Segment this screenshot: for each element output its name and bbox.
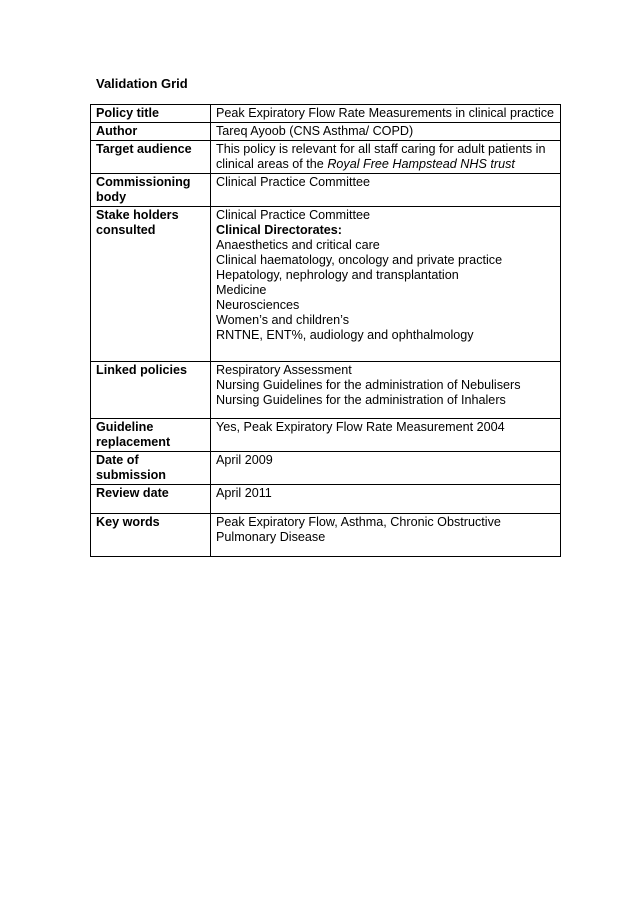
policy-title-label: Policy title [91, 105, 211, 123]
commissioning-body-label: Commissioning body [91, 174, 211, 207]
guideline-replacement-value: Yes, Peak Expiratory Flow Rate Measurement 2004 [211, 419, 561, 452]
table-row-key-words [91, 514, 561, 557]
stake-holders-label: Stake holders consulted [91, 207, 211, 362]
table-row-date-of-submission [91, 452, 561, 485]
validation-grid-table [90, 104, 561, 557]
date-of-submission-label: Date of submission [91, 452, 211, 485]
directorates-heading: Clinical Directorates: [216, 223, 342, 237]
table-row-stake-holders [91, 207, 561, 362]
table-row-review-date [91, 485, 561, 514]
linked-policy-item: Nursing Guidelines for the administration of Nebulisers [216, 378, 521, 392]
trust-name: Royal Free Hampstead NHS trust [327, 157, 515, 171]
author-label: Author [91, 123, 211, 141]
table-row-guideline-replacement [91, 419, 561, 452]
review-date-label: Review date [91, 485, 211, 514]
linked-policies-label: Linked policies [91, 362, 211, 419]
table-row-target-audience [91, 141, 561, 174]
directorate-item: Neurosciences [216, 298, 300, 312]
target-audience-text: This policy is relevant for all staff caring for adult patients in clinical areas of the [216, 142, 546, 171]
linked-policies-value [211, 362, 561, 419]
directorate-item: Women’s and children’s [216, 313, 350, 327]
linked-policy-item: Nursing Guidelines for the administration of Inhalers [216, 393, 506, 407]
target-audience-value [211, 141, 561, 174]
directorate-item: Anaesthetics and critical care [216, 238, 380, 252]
key-words-label: Key words [91, 514, 211, 557]
review-date-value: April 2011 [211, 485, 561, 514]
stake-holders-value [211, 207, 561, 362]
author-value: Tareq Ayoob (CNS Asthma/ COPD) [211, 123, 561, 141]
stake-holders-committee: Clinical Practice Committee [216, 208, 370, 222]
table-row-policy-title [91, 105, 561, 123]
page-title: Validation Grid [96, 76, 188, 91]
linked-policy-item: Respiratory Assessment [216, 363, 352, 377]
target-audience-label: Target audience [91, 141, 211, 174]
table-row-author [91, 123, 561, 141]
date-of-submission-value: April 2009 [211, 452, 561, 485]
directorate-item: RNTNE, ENT%, audiology and ophthalmology [216, 328, 474, 342]
directorate-item: Clinical haematology, oncology and private practice [216, 253, 503, 267]
key-words-value: Peak Expiratory Flow, Asthma, Chronic Obstructive Pulmonary Disease [211, 514, 561, 557]
policy-title-value: Peak Expiratory Flow Rate Measurements in clinical practice [211, 105, 561, 123]
commissioning-body-value: Clinical Practice Committee [211, 174, 561, 207]
guideline-replacement-label: Guideline replacement [91, 419, 211, 452]
table-row-commissioning-body [91, 174, 561, 207]
directorate-item: Medicine [216, 283, 267, 297]
directorate-item: Hepatology, nephrology and transplantation [216, 268, 459, 282]
table-row-linked-policies [91, 362, 561, 419]
